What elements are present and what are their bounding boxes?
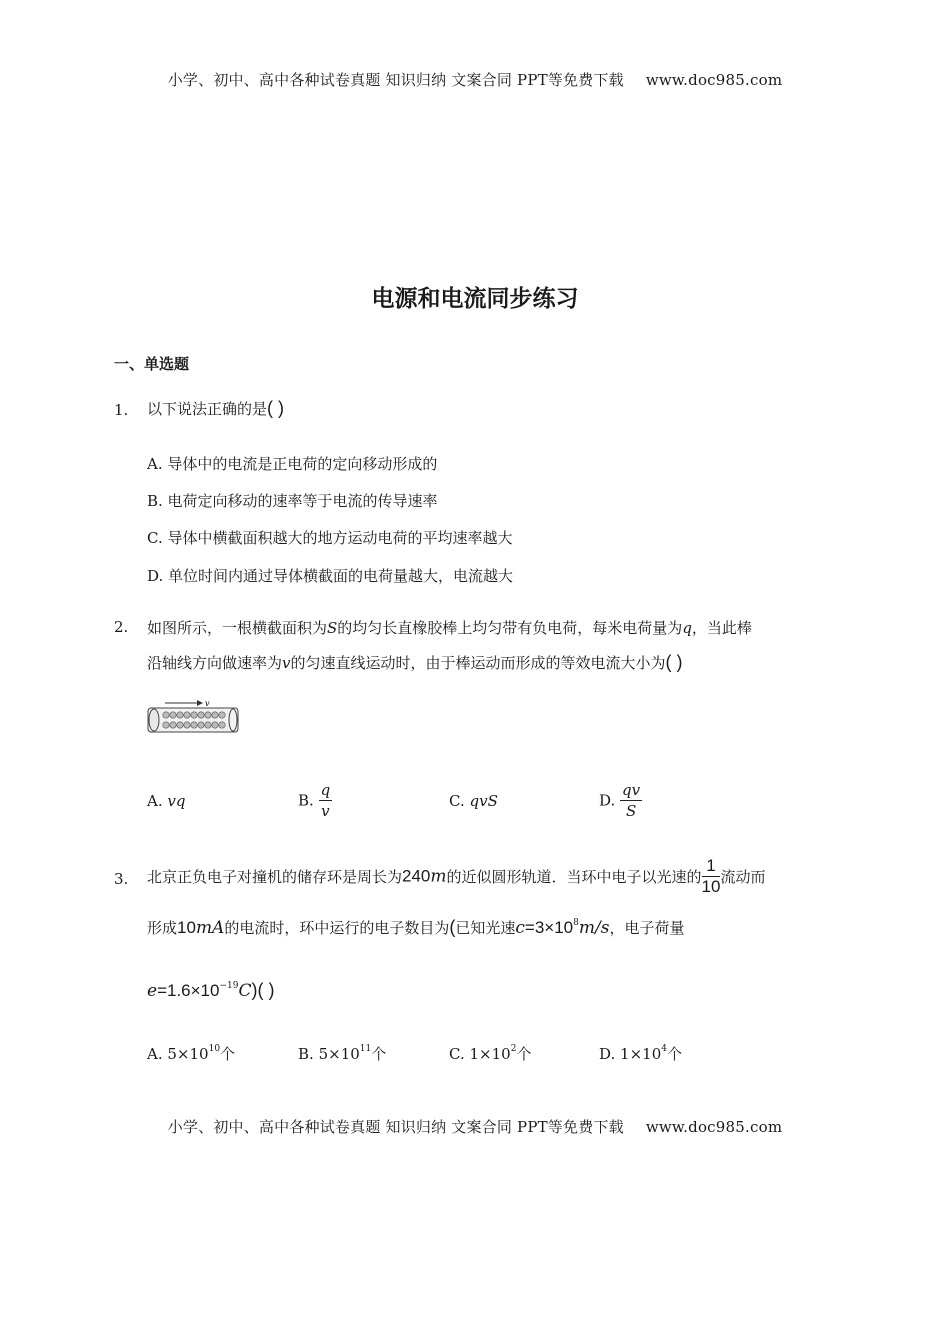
header-text: 小学、初中、高中各种试卷真题 知识归纳 文案合同 PPT等免费下载: [167, 71, 624, 89]
q2-option-d: D. $\frac{qv}{S}$: [599, 781, 641, 820]
q2-option-a: A. vq: [147, 792, 186, 810]
header-url[interactable]: www.doc985.com: [645, 71, 783, 89]
q2-number: 2.: [114, 618, 129, 636]
section-title: 一、单选题: [114, 355, 190, 373]
q3-option-a: A. $5\times 10^{10}$个: [147, 1044, 236, 1063]
page-header: [0, 69, 950, 90]
q1-option-b: B. 电荷定向移动的速率等于电流的传导速率: [147, 492, 438, 510]
q3-number: 3.: [114, 870, 129, 888]
footer-text: 小学、初中、高中各种试卷真题 知识归纳 文案合同 PPT等免费下载: [167, 1118, 624, 1136]
q1-option-c: C. 导体中横截面积越大的地方运动电荷的平均速率越大: [147, 529, 513, 547]
q3-line1: 北京正负电子对撞机的储存环是周长为240m的近似圆形轨道．当环中电子以光速的 $\frac{1}{10}$ 流动而: [147, 856, 766, 896]
q1-option-a: A. 导体中的电流是正电荷的定向移动形成的: [147, 455, 438, 473]
footer-url[interactable]: www.doc985.com: [645, 1118, 783, 1136]
q1-option-d: D. 单位时间内通过导体横截面的电荷量越大，电流越大: [147, 567, 514, 585]
q3-option-d: D. $1\times 10^4$个: [599, 1044, 682, 1063]
q2-line2: 沿轴线方向做速率为v的匀速直线运动时，由于棒运动而形成的等效电流大小为( ): [147, 652, 683, 672]
q3-option-b: B. $5\times 10^{11}$个: [298, 1044, 387, 1063]
page-footer: [0, 1116, 950, 1137]
q3-line2: 形成10mA的电流时，环中运行的电子数目为(已知光速$c=3\times 10^8m/s$，电子荷量: [147, 917, 685, 938]
page-title: 电源和电流同步练习: [371, 286, 579, 312]
q1-number: 1.: [114, 401, 129, 419]
q3-line3: $e=1.6\times 10^{-19}C$)( ): [147, 980, 275, 1001]
q2-line1: 如图所示，一根横截面积为S的均匀长直橡胶棒上均匀带有负电荷，每米电荷量为q，当此棒: [147, 619, 752, 637]
rubber-rod-figure: [145, 697, 241, 735]
q2-option-c: C. qvS: [449, 792, 498, 810]
velocity-label: v: [205, 699, 210, 708]
q2-option-b: B. $\frac{q}{v}$: [298, 781, 331, 820]
q3-option-c: C. $1\times 10^2$个: [449, 1044, 532, 1063]
q1-stem: 以下说法正确的是( ): [147, 398, 285, 418]
